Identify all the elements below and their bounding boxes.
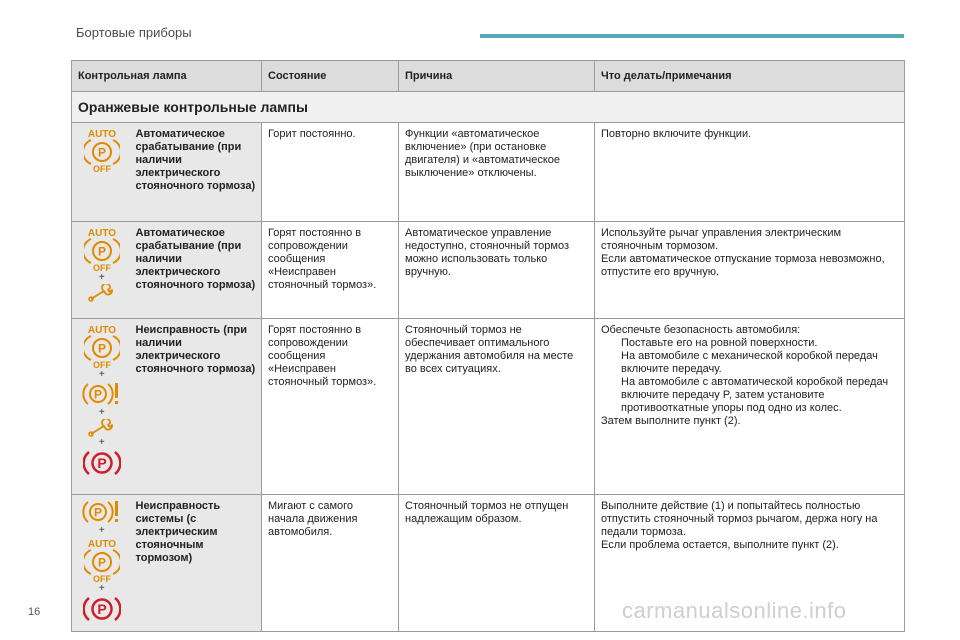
table-row (72, 222, 905, 319)
list-item (601, 376, 898, 415)
svg-text:AUTO: AUTO (87, 228, 116, 239)
svg-text:AUTO: AUTO (87, 129, 116, 140)
column-header-cause: Причина (399, 61, 595, 92)
svg-text:OFF: OFF (92, 360, 111, 369)
plus-sign: + (98, 407, 105, 418)
svg-text:P: P (97, 244, 106, 259)
lamp-state: Горит постоянно. (262, 123, 399, 222)
lamp-name: Неисправность (при наличии электрического стояночного тормоза) (132, 319, 262, 495)
plus-sign: + (98, 525, 105, 536)
action-intro: Обеспечьте безопасность автомобиля: (601, 324, 801, 336)
list-item (601, 337, 898, 350)
lamp-action (595, 123, 905, 222)
lamp-icons (72, 495, 132, 632)
list-item (601, 350, 898, 376)
bullet-mark (601, 337, 621, 350)
lamp-icons (72, 319, 132, 495)
action-line: Повторно включите функции. (601, 128, 752, 140)
bullet-text: На автомобиле с автоматической коробкой передач включите передачу P, затем установите противооткатные упоры под одно из колес. (621, 376, 889, 414)
p-warning-icon (82, 381, 122, 407)
auto-p-off-icon (84, 323, 120, 369)
lamp-name: Неисправность системы (с электрическим стояночным тормозом) (132, 495, 262, 632)
svg-text:OFF: OFF (92, 164, 111, 173)
lamp-name: Автоматическое срабатывание (при наличии электрического стояночного тормоза) (132, 222, 262, 319)
action-line: Если автоматическое отпускание тормоза невозможно, отпустите его вручную. (601, 253, 885, 278)
svg-text:OFF: OFF (92, 263, 111, 272)
plus-sign: + (98, 272, 105, 283)
lamp-name: Автоматическое срабатывание (при наличии электрического стояночного тормоза) (132, 123, 262, 222)
column-header-action: Что делать/примечания (595, 61, 905, 92)
auto-p-off-icon (84, 226, 120, 272)
svg-text:OFF: OFF (92, 574, 111, 583)
table-header-row (72, 61, 905, 92)
action-line: Если проблема остается, выполните пункт (2). (601, 539, 839, 551)
lamp-icons (72, 222, 132, 319)
svg-text:P: P (97, 455, 107, 471)
section-accent-bar (480, 34, 904, 38)
lamp-cause: Автоматическое управление недоступно, стояночный тормоз можно использовать только вручную. (399, 222, 595, 319)
lamp-cause: Функции «автоматическое включение» (при остановке двигателя) и «автоматическое выключение» отключены. (399, 123, 595, 222)
column-header-state: Состояние (262, 61, 399, 92)
wrench-icon (87, 284, 117, 302)
column-header-lamp: Контрольная лампа (72, 61, 262, 92)
red-p-icon (83, 449, 121, 477)
lamp-state: Мигают с самого начала движения автомобиля. (262, 495, 399, 632)
svg-text:P: P (97, 341, 106, 356)
group-title: Оранжевые контрольные лампы (72, 92, 905, 123)
plus-sign: + (98, 369, 105, 380)
red-p-icon (83, 595, 121, 623)
lamp-action (595, 319, 905, 495)
svg-text:AUTO: AUTO (87, 539, 116, 550)
action-line: Выполните действие (1) и попытайтесь полностью отпустить стояночный тормоз рычагом, держа ногу на педали тормоза. (601, 500, 878, 538)
svg-text:AUTO: AUTO (87, 325, 116, 336)
svg-text:P: P (93, 387, 102, 402)
svg-text:P: P (93, 505, 102, 520)
group-row (72, 92, 905, 123)
bullet-mark (601, 376, 621, 415)
warning-lamps-table (71, 60, 905, 632)
lamp-icons (72, 123, 132, 222)
action-line: Используйте рычаг управления электрическим стояночным тормозом. (601, 227, 842, 252)
lamp-action (595, 222, 905, 319)
svg-text:P: P (97, 601, 107, 617)
lamp-cause: Стояночный тормоз не обеспечивает оптимального удержания автомобиля на месте во всех ситуациях. (399, 319, 595, 495)
lamp-cause: Стояночный тормоз не отпущен надлежащим образом. (399, 495, 595, 632)
auto-p-off-icon (84, 127, 120, 173)
section-title: Бортовые приборы (76, 25, 192, 40)
table-row (72, 123, 905, 222)
auto-p-off-icon (84, 537, 120, 583)
wrench-icon (87, 419, 117, 437)
svg-text:P: P (97, 555, 106, 570)
bullet-text: На автомобиле с механической коробкой передач включите передачу. (621, 350, 878, 375)
watermark: carmanualsonline.info (622, 598, 847, 623)
svg-text:P: P (97, 145, 106, 160)
bullet-mark (601, 350, 621, 376)
plus-sign: + (98, 583, 105, 594)
table-row (72, 319, 905, 495)
bullet-text: Поставьте его на ровной поверхности. (621, 337, 818, 349)
page-number: 16 (28, 606, 41, 618)
p-warning-icon (82, 499, 122, 525)
action-outro: Затем выполните пункт (2). (601, 415, 741, 427)
lamp-state: Горят постоянно в сопровождении сообщения «Неисправен стояночный тормоз». (262, 222, 399, 319)
lamp-state: Горят постоянно в сопровождении сообщения «Неисправен стояночный тормоз». (262, 319, 399, 495)
plus-sign: + (98, 437, 105, 448)
